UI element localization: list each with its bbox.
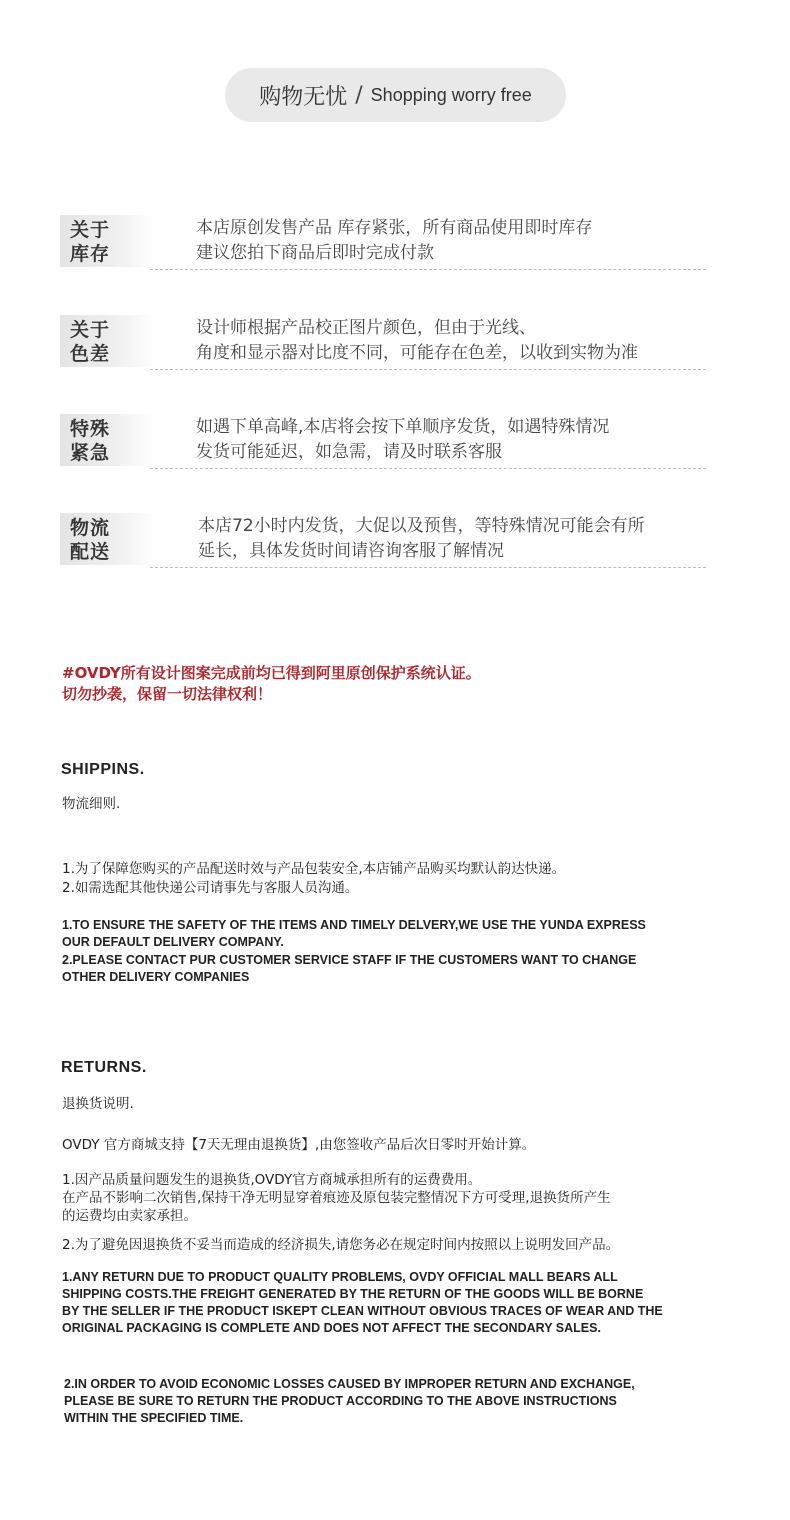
notice-tag: 特殊 紧急 (70, 418, 111, 464)
notice-body: 如遇下单高峰,本店将会按下单顺序发货，如遇特殊情况 发货可能延迟，如急需，请及时联系客服 (196, 417, 610, 462)
shipping-cn-2: 2.如需选配其他快递公司请事先与客服人员沟通。 (62, 880, 359, 896)
notice-color-difference (60, 315, 706, 373)
shipping-cn-1: 1.为了保障您购买的产品配送时效与产品包装安全,本店铺产品购买均默认韵达快递。 (62, 861, 566, 877)
notice-tag: 物流 配送 (70, 517, 111, 563)
header-title-en: Shopping worry free (370, 84, 532, 105)
notice-body: 设计师根据产品校正图片颜色，但由于光线、 角度和显示器对比度不同，可能存在色差，以收到实物为准 (196, 318, 638, 363)
shipping-en-2: 2.PLEASE CONTACT PUR CUSTOMER SERVICE STAFF IF THE CUSTOMERS WANT TO CHANGE OTHER DELIVERY COMPANIES (62, 953, 637, 984)
returns-en-1: 1.ANY RETURN DUE TO PRODUCT QUALITY PROBLEMS, OVDY OFFICIAL MALL BEARS ALL SHIPPING COSTS.THE FREIGHT GENERATED BY THE RETURN OF THE GOODS WILL BE BORNE BY THE SELLER IF THE PRODUCT ISKEPT CLEAN WITHOUT OBVIOUS TRACES OF WEAR AND THE ORIGINAL PACKAGING IS COMPLETE AND DOES NOT AFFECT THE SECONDARY SALES. (62, 1270, 663, 1335)
returns-cn-2: 2.为了避免因退换货不妥当而造成的经济损失,请您务必在规定时间内按照以上说明发回产品。 (62, 1237, 620, 1253)
returns-en-2: 2.IN ORDER TO AVOID ECONOMIC LOSSES CAUSED BY IMPROPER RETURN AND EXCHANGE, PLEASE BE SURE TO RETURN THE PRODUCT ACCORDING TO THE ABOVE INSTRUCTIONS WITHIN THE SPECIFIED TIME. (64, 1377, 635, 1425)
dotted-divider (150, 369, 706, 370)
notice-tag: 关于 库存 (70, 219, 111, 265)
header-pill (225, 68, 566, 122)
notice-body: 本店72小时内发货，大促以及预售，等特殊情况可能会有所 延长，具体发货时间请咨询客服了解情况 (198, 516, 645, 561)
notice-tag: 关于 色差 (70, 319, 111, 365)
shipping-en-1: 1.TO ENSURE THE SAFETY OF THE ITEMS AND TIMELY DELVERY,WE USE THE YUNDA EXPRESS OUR DEFAULT DELIVERY COMPANY. (62, 918, 646, 949)
copyright-notice: #OVDY所有设计图案完成前均已得到阿里原创保护系统认证。 切勿抄袭，保留一切法律权利！ (62, 664, 481, 703)
returns-title: RETURNS. (61, 1059, 147, 1076)
shipping-title: SHIPPINS. (61, 761, 145, 778)
header-title-cn: 购物无忧 (259, 84, 348, 110)
notice-body: 本店原创发售产品 库存紧张，所有商品使用即时库存 建议您拍下商品后即时完成付款 (196, 218, 593, 263)
dotted-divider (150, 269, 706, 270)
notice-logistics (60, 513, 706, 571)
returns-subtitle: 退换货说明. (62, 1096, 134, 1112)
returns-cn-1: 1.因产品质量问题发生的退换货,OVDY官方商城承担所有的运费费用。 在产品不影响二次销售,保持干净无明显穿着痕迹及原包装完整情况下方可受理,退换货所产生 的运费均由卖家承担。 (62, 1172, 611, 1224)
notice-urgent (60, 414, 706, 472)
notice-inventory (60, 215, 706, 273)
header-separator: / (355, 82, 363, 108)
dotted-divider (150, 567, 706, 568)
shipping-subtitle: 物流细则. (62, 796, 121, 812)
returns-policy: OVDY 官方商城支持【7天无理由退换货】,由您签收产品后次日零时开始计算。 (62, 1137, 536, 1153)
dotted-divider (150, 468, 706, 469)
